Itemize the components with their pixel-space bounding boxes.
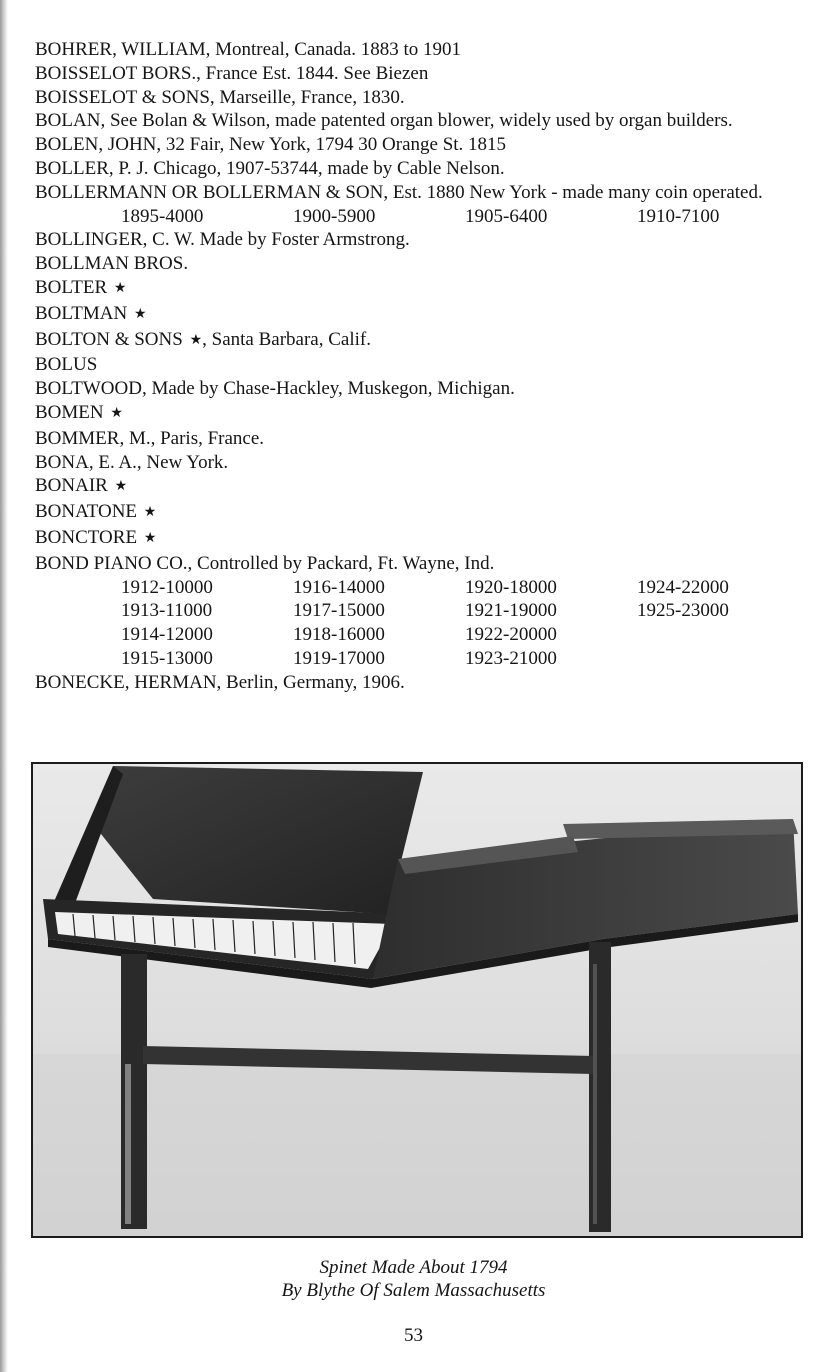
entry-name: BONCTORE xyxy=(35,526,138,548)
year-serial-cell: 1914-12000 xyxy=(121,624,213,646)
entry-boller: BOLLER, P. J. Chicago, 1907-53744, made by Cable Nelson. xyxy=(35,157,505,179)
entry-bollermann: BOLLERMANN OR BOLLERMAN & SON, Est. 1880 New York - made many coin operated. xyxy=(35,181,763,203)
entry-name: BONAIR xyxy=(35,475,108,497)
year-serial-cell: 1921-19000 xyxy=(465,600,557,622)
entry-name: BONATONE xyxy=(35,501,138,523)
directory-entries xyxy=(35,38,795,695)
year-serial-cell: 1922-20000 xyxy=(465,624,557,646)
entry-name: BOLTER xyxy=(35,276,108,298)
year-serial-cell xyxy=(637,647,809,671)
entry-name: BOLTMAN xyxy=(35,302,128,324)
year-serial-cell: 1895-4000 xyxy=(121,205,204,227)
year-serial-cell: 1920-18000 xyxy=(465,576,557,598)
entry-bollman: BOLLMAN BROS. xyxy=(35,253,189,275)
year-serial-cell: 1924-22000 xyxy=(637,576,729,598)
photo-caption-line-2: By Blythe Of Salem Massachusetts xyxy=(281,1280,546,1301)
entry-name: BOMEN xyxy=(35,401,104,423)
entry-bonair xyxy=(35,474,795,500)
entry-bolus: BOLUS xyxy=(35,354,98,376)
page-number: 53 xyxy=(404,1325,423,1346)
year-serial-cell: 1912-10000 xyxy=(121,576,213,598)
star-icon: ★ xyxy=(143,505,157,521)
year-serial-cell: 1919-17000 xyxy=(293,647,385,669)
page-edge-shadow xyxy=(0,0,8,1372)
year-serial-cell: 1918-16000 xyxy=(293,624,385,646)
star-icon: ★ xyxy=(114,479,128,495)
entry-detail: , Santa Barbara, Calif. xyxy=(202,328,371,350)
year-serial-cell xyxy=(637,623,809,647)
entry-bommer: BOMMER, M., Paris, France. xyxy=(35,427,265,449)
entry-bomen xyxy=(35,401,795,427)
star-icon: ★ xyxy=(189,332,203,348)
entry-bohrer: BOHRER, WILLIAM, Montreal, Canada. 1883 to 1901 xyxy=(35,39,462,60)
bollermann-year-table xyxy=(35,205,795,229)
entry-bolton xyxy=(35,328,795,354)
entry-bonecke: BONECKE, HERMAN, Berlin, Germany, 1906. xyxy=(35,671,405,693)
entry-boisselot-bors: BOISSELOT BORS., France Est. 1844. See Biezen xyxy=(35,62,429,84)
year-serial-cell: 1900-5900 xyxy=(293,205,376,227)
entry-bolan: BOLAN, See Bolan & Wilson, made patented organ blower, widely used by organ builders. xyxy=(35,110,733,132)
entry-boisselot-sons: BOISSELOT & SONS, Marseille, France, 1830. xyxy=(35,86,405,108)
star-icon: ★ xyxy=(143,530,157,546)
spinet-illustration xyxy=(33,764,801,1236)
year-serial-cell: 1913-11000 xyxy=(121,600,213,622)
star-icon: ★ xyxy=(113,280,127,296)
entry-bolen: BOLEN, JOHN, 32 Fair, New York, 1794 30 Orange St. 1815 xyxy=(35,134,507,156)
photo-caption-line-1: Spinet Made About 1794 xyxy=(319,1257,508,1278)
bond-piano-year-table xyxy=(35,576,795,671)
spinet-photo xyxy=(31,762,803,1238)
year-serial-cell: 1923-21000 xyxy=(465,647,557,669)
year-serial-cell: 1905-6400 xyxy=(465,205,548,227)
star-icon: ★ xyxy=(133,306,147,322)
entry-boltwood: BOLTWOOD, Made by Chase-Hackley, Muskegon, Michigan. xyxy=(35,378,515,400)
entry-bond-piano: BOND PIANO CO., Controlled by Packard, Ft. Wayne, Ind. xyxy=(35,552,495,574)
year-serial-cell: 1915-13000 xyxy=(121,647,213,669)
entry-bolter xyxy=(35,276,795,302)
star-icon: ★ xyxy=(110,405,123,421)
entry-bollinger: BOLLINGER, C. W. Made by Foster Armstrong. xyxy=(35,229,410,251)
entry-bona: BONA, E. A., New York. xyxy=(35,451,229,473)
entry-name: BOLTON & SONS xyxy=(35,328,183,350)
year-serial-cell: 1916-14000 xyxy=(293,576,385,598)
year-serial-cell: 1917-15000 xyxy=(293,600,385,622)
entry-bonctore xyxy=(35,526,795,552)
entry-boltman xyxy=(35,302,795,328)
entry-bonatone xyxy=(35,500,795,526)
year-serial-cell: 1925-23000 xyxy=(637,600,729,622)
year-serial-cell: 1910-7100 xyxy=(637,205,720,227)
